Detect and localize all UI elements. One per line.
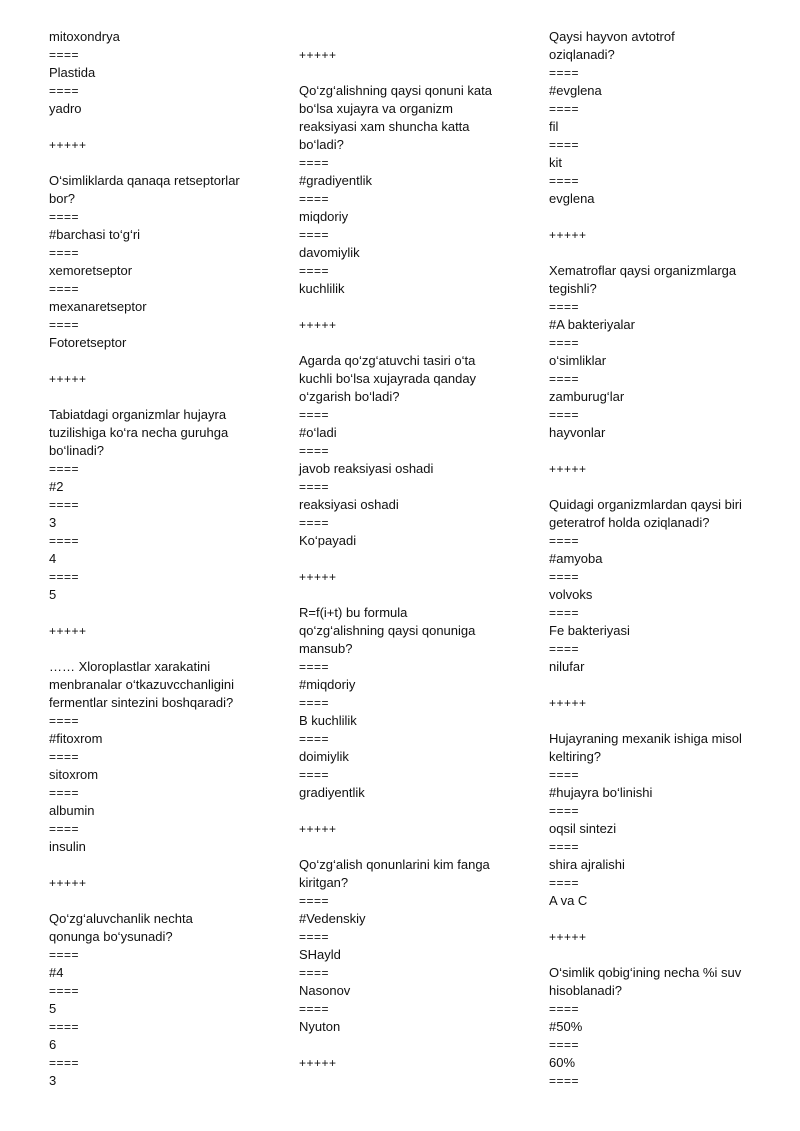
text-line: 4 — [49, 551, 57, 566]
blank-line — [49, 604, 279, 622]
question-separator: +++++ — [299, 1056, 337, 1070]
text-line: qonunga bo‘ysunadi? — [49, 929, 173, 944]
blank-line — [49, 154, 279, 172]
question-separator: +++++ — [549, 462, 587, 476]
question-separator: +++++ — [549, 930, 587, 944]
text-line: yadro — [49, 101, 82, 116]
blank-line — [299, 550, 529, 568]
option-separator: ==== — [299, 408, 330, 422]
blank-line — [299, 802, 529, 820]
text-line: insulin — [49, 839, 86, 854]
text-line: oqsil sintezi — [549, 821, 617, 836]
blank-line — [299, 586, 529, 604]
text-line: Tabiatdagi organizmlar hujayra — [49, 407, 227, 422]
question-separator: +++++ — [299, 822, 337, 836]
blank-line — [299, 334, 529, 352]
text-line: #4 — [49, 965, 64, 980]
text-line: hisoblanadi? — [549, 983, 623, 998]
option-separator: ==== — [299, 768, 330, 782]
text-line: Plastida — [49, 65, 96, 80]
text-line: #miqdoriy — [299, 677, 356, 692]
text-line: …… Xloroplastlar xarakatini — [49, 659, 211, 674]
question-separator: +++++ — [549, 228, 587, 242]
text-line: oziqlanadi? — [549, 47, 615, 62]
text-line: Fotoretseptor — [49, 335, 127, 350]
text-line: O‘simlik qobig‘ining necha %i suv — [549, 965, 742, 980]
option-separator: ==== — [49, 210, 80, 224]
text-line: Quidagi organizmlardan qaysi biri — [549, 497, 742, 512]
text-line: Fe bakteriyasi — [549, 623, 630, 638]
option-separator: ==== — [49, 48, 80, 62]
question-separator: +++++ — [49, 624, 87, 638]
text-line: shira ajralishi — [549, 857, 625, 872]
text-line: B kuchlilik — [299, 713, 357, 728]
option-separator: ==== — [49, 948, 80, 962]
blank-line — [549, 208, 764, 226]
text-line: 5 — [49, 1001, 57, 1016]
option-separator: ==== — [549, 606, 580, 620]
option-separator: ==== — [299, 156, 330, 170]
blank-line — [549, 244, 764, 262]
blank-line — [549, 712, 764, 730]
option-separator: ==== — [49, 786, 80, 800]
text-line: mitoxondrya — [49, 29, 120, 44]
option-separator: ==== — [549, 1038, 580, 1052]
text-line: #evglena — [549, 83, 602, 98]
option-separator: ==== — [49, 714, 80, 728]
text-line: #2 — [49, 479, 64, 494]
option-separator: ==== — [49, 318, 80, 332]
blank-line — [549, 442, 764, 460]
option-separator: ==== — [299, 696, 330, 710]
option-separator: ==== — [549, 1074, 580, 1088]
option-separator: ==== — [299, 192, 330, 206]
text-line: keltiring? — [549, 749, 602, 764]
question-separator: +++++ — [299, 48, 337, 62]
column-2 — [299, 28, 529, 1072]
option-separator: ==== — [549, 174, 580, 188]
text-line: Qaysi hayvon avtotrof — [549, 29, 675, 44]
option-separator: ==== — [49, 246, 80, 260]
blank-line — [299, 1036, 529, 1054]
text-line: hayvonlar — [549, 425, 606, 440]
text-line: mexanaretseptor — [49, 299, 147, 314]
text-line: bo‘lsa xujayra va organizm — [299, 101, 453, 116]
blank-line — [49, 856, 279, 874]
blank-line — [299, 28, 529, 46]
column-3 — [549, 28, 764, 1090]
text-line: kuchli bo‘lsa xujayrada qanday — [299, 371, 477, 386]
text-line: o‘simliklar — [549, 353, 607, 368]
text-line: reaksiyasi oshadi — [299, 497, 399, 512]
text-line: menbranalar o‘tkazuvcchanligini — [49, 677, 234, 692]
text-line: miqdoriy — [299, 209, 349, 224]
option-separator: ==== — [549, 804, 580, 818]
text-line: A va C — [549, 893, 588, 908]
option-separator: ==== — [49, 1056, 80, 1070]
blank-line — [299, 838, 529, 856]
question-separator: +++++ — [49, 138, 87, 152]
option-separator: ==== — [549, 408, 580, 422]
text-line: xemoretseptor — [49, 263, 133, 278]
option-separator: ==== — [299, 228, 330, 242]
text-line: Nyuton — [299, 1019, 341, 1034]
blank-line — [49, 352, 279, 370]
text-line: 3 — [49, 515, 57, 530]
text-line: tuzilishiga ko‘ra necha guruhga — [49, 425, 229, 440]
text-line: R=f(i+t) bu formula — [299, 605, 408, 620]
blank-line — [49, 388, 279, 406]
option-separator: ==== — [549, 840, 580, 854]
blank-line — [299, 64, 529, 82]
text-line: doimiylik — [299, 749, 349, 764]
text-line: Qo‘zg‘alish qonunlarini kim fanga — [299, 857, 490, 872]
option-separator: ==== — [549, 336, 580, 350]
text-line: mansub? — [299, 641, 353, 656]
option-separator: ==== — [549, 534, 580, 548]
text-line: 5 — [49, 587, 57, 602]
option-separator: ==== — [49, 750, 80, 764]
text-line: reaksiyasi xam shuncha katta — [299, 119, 470, 134]
text-line: 3 — [49, 1073, 57, 1088]
text-line: volvoks — [549, 587, 593, 602]
text-line: #o‘ladi — [299, 425, 337, 440]
text-line: bo‘ladi? — [299, 137, 344, 152]
text-line: #barchasi to‘g‘ri — [49, 227, 141, 242]
blank-line — [549, 478, 764, 496]
option-separator: ==== — [299, 264, 330, 278]
text-line: kiritgan? — [299, 875, 349, 890]
blank-line — [49, 892, 279, 910]
text-line: evglena — [549, 191, 595, 206]
option-separator: ==== — [49, 498, 80, 512]
text-line: bor? — [49, 191, 76, 206]
option-separator: ==== — [299, 1002, 330, 1016]
text-line: qo‘zg‘alishning qaysi qonuniga — [299, 623, 476, 638]
option-separator: ==== — [49, 1020, 80, 1034]
question-separator: +++++ — [299, 318, 337, 332]
text-line: O‘simliklarda qanaqa retseptorlar — [49, 173, 240, 188]
option-separator: ==== — [49, 534, 80, 548]
option-separator: ==== — [299, 660, 330, 674]
text-line: 60% — [549, 1055, 576, 1070]
column-1 — [49, 28, 279, 1090]
option-separator: ==== — [299, 516, 330, 530]
option-separator: ==== — [549, 372, 580, 386]
text-line: fermentlar sintezini boshqaradi? — [49, 695, 234, 710]
text-line: #Vedenskiy — [299, 911, 366, 926]
option-separator: ==== — [549, 138, 580, 152]
text-line: fil — [549, 119, 559, 134]
text-line: javob reaksiyasi oshadi — [299, 461, 434, 476]
blank-line — [49, 118, 279, 136]
question-separator: +++++ — [49, 372, 87, 386]
question-separator: +++++ — [299, 570, 337, 584]
text-line: #fitoxrom — [49, 731, 103, 746]
option-separator: ==== — [299, 930, 330, 944]
option-separator: ==== — [49, 84, 80, 98]
option-separator: ==== — [549, 876, 580, 890]
text-line: #50% — [549, 1019, 583, 1034]
option-separator: ==== — [549, 102, 580, 116]
text-line: Qo‘zg‘aluvchanlik nechta — [49, 911, 193, 926]
blank-line — [549, 676, 764, 694]
text-line: #hujayra bo‘linishi — [549, 785, 653, 800]
text-line: albumin — [49, 803, 95, 818]
text-line: gradiyentlik — [299, 785, 365, 800]
text-line: Agarda qo‘zg‘atuvchi tasiri o‘ta — [299, 353, 476, 368]
text-line: Nasonov — [299, 983, 351, 998]
text-line: nilufar — [549, 659, 585, 674]
option-separator: ==== — [49, 570, 80, 584]
text-line: Hujayraning mexanik ishiga misol — [549, 731, 742, 746]
option-separator: ==== — [299, 894, 330, 908]
option-separator: ==== — [549, 1002, 580, 1016]
text-line: bo‘linadi? — [49, 443, 104, 458]
option-separator: ==== — [549, 768, 580, 782]
blank-line — [549, 910, 764, 928]
text-line: Ko‘payadi — [299, 533, 357, 548]
option-separator: ==== — [299, 480, 330, 494]
text-line: o‘zgarish bo‘ladi? — [299, 389, 400, 404]
blank-line — [49, 640, 279, 658]
text-line: geteratrof holda oziqlanadi? — [549, 515, 710, 530]
option-separator: ==== — [549, 570, 580, 584]
text-line: sitoxrom — [49, 767, 99, 782]
blank-line — [549, 946, 764, 964]
option-separator: ==== — [49, 984, 80, 998]
option-separator: ==== — [49, 822, 80, 836]
option-separator: ==== — [549, 300, 580, 314]
text-line: #amyoba — [549, 551, 603, 566]
text-line: Qo‘zg‘alishning qaysi qonuni kata — [299, 83, 492, 98]
blank-line — [299, 298, 529, 316]
text-line: SHayld — [299, 947, 341, 962]
option-separator: ==== — [49, 462, 80, 476]
option-separator: ==== — [549, 66, 580, 80]
text-line: davomiylik — [299, 245, 360, 260]
option-separator: ==== — [299, 732, 330, 746]
option-separator: ==== — [299, 966, 330, 980]
text-line: Xematroflar qaysi organizmlarga — [549, 263, 737, 278]
text-line: #gradiyentlik — [299, 173, 372, 188]
text-line: zamburug‘lar — [549, 389, 625, 404]
question-separator: +++++ — [49, 876, 87, 890]
text-line: kit — [549, 155, 562, 170]
option-separator: ==== — [549, 642, 580, 656]
text-line: #A bakteriyalar — [549, 317, 635, 332]
option-separator: ==== — [299, 444, 330, 458]
text-line: tegishli? — [549, 281, 597, 296]
question-separator: +++++ — [549, 696, 587, 710]
text-line: kuchlilik — [299, 281, 345, 296]
text-line: 6 — [49, 1037, 57, 1052]
option-separator: ==== — [49, 282, 80, 296]
